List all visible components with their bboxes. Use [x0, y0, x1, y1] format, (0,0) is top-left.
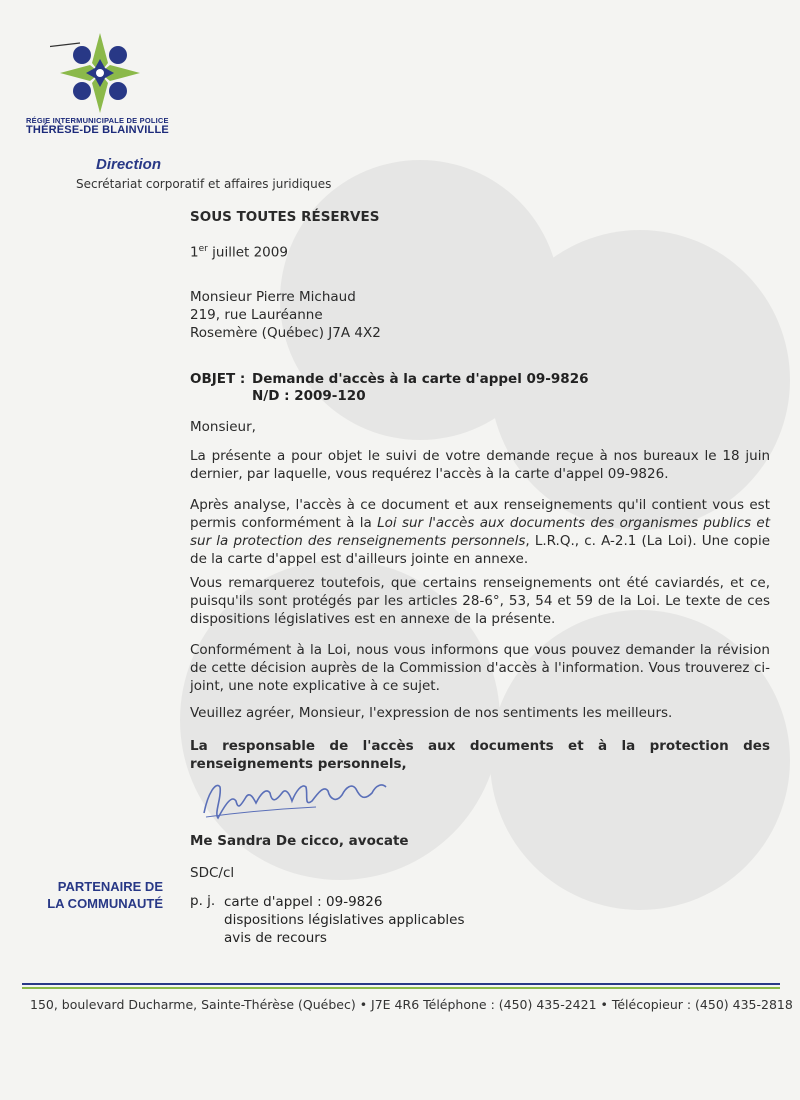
date-suffix: er — [198, 244, 208, 254]
salutation: Monsieur, — [190, 419, 256, 435]
date-rest: juillet 2009 — [207, 244, 288, 261]
objet-reference: N/D : 2009-120 — [252, 388, 366, 404]
letter-date — [190, 240, 770, 262]
footer-rule-green — [22, 987, 780, 989]
paragraph-3: Vous remarquerez toutefois, que certains renseignements ont été caviardés, et ce, puisqu'ils sont protégés par les articles 28-6°, 53, 54 et 59 de la Loi. Le texte de ces dispositions législatives est en annexe de la présente. — [190, 575, 770, 627]
partner-line2: LA COMMUNAUTÉ — [47, 896, 163, 911]
org-name-line2: THÉRÈSE-DE BLAINVILLE — [26, 124, 169, 136]
recipient-name: Monsieur Pierre Michaud — [190, 289, 356, 305]
mention-header: SOUS TOUTES RÉSERVES — [190, 209, 380, 225]
objet-line1: Demande d'accès à la carte d'appel 09-9826 — [252, 371, 589, 387]
footer-address: 150, boulevard Ducharme, Sainte-Thérèse (Québec) • J7E 4R6 Téléphone : (450) 435-2421 • Télécopieur : (450) 435-2818 — [30, 997, 793, 1012]
partner-line1: PARTENAIRE DE — [57, 879, 163, 894]
initials: SDC/cl — [190, 865, 235, 881]
paragraph-1: La présente a pour objet le suivi de votre demande reçue à nos bureaux le 18 juin dernier, par laquelle, vous requérez l'accès à la carte d'appel 09-9826. — [190, 448, 770, 482]
service-name: Secrétariat corporatif et affaires juridiques — [76, 177, 332, 191]
date-day: 1 — [190, 244, 199, 261]
attachments-label: p. j. — [190, 893, 216, 909]
attachments-list — [224, 893, 465, 947]
recipient-address — [190, 288, 770, 342]
recipient-city: Rosemère (Québec) J7A 4X2 — [190, 325, 381, 341]
handwritten-signature — [196, 773, 396, 828]
footer-rule-navy — [22, 983, 780, 985]
signatory-title: La responsable de l'accès aux documents et à la protection des renseignements personnels, — [190, 738, 770, 772]
recipient-street: 219, rue Lauréanne — [190, 307, 323, 323]
p2-intro: Après analyse, l'accès à ce document et aux renseignements qu'il contient vous est permis conformément à la — [190, 497, 770, 531]
paragraph-2 — [190, 496, 770, 568]
police-logo-icon — [50, 28, 150, 118]
paragraph-4: Conformément à la Loi, nous vous informons que vous pouvez demander la révision de cette décision auprès de la Commission d'accès à l'information. Vous trouverez ci-joint, une note explicative à ce sujet. — [190, 642, 770, 694]
p2-end: , L.R.Q., c. A-2.1 (La Loi). Une copie de la carte d'appel est d'ailleurs jointe en annexe. — [190, 533, 771, 567]
attachment-item: dispositions législatives applicables — [224, 912, 465, 928]
law-title: Loi sur l'accès aux documents des organismes publics et sur la protection des renseignements personnels — [190, 515, 770, 549]
objet-label: OBJET : — [190, 371, 246, 387]
signatory-name: Me Sandra De cicco, avocate — [190, 833, 409, 849]
attachment-item: avis de recours — [224, 930, 327, 946]
department-title: Direction — [96, 156, 162, 173]
partner-slogan — [28, 878, 163, 912]
objet-subject — [252, 371, 588, 405]
attachment-item: carte d'appel : 09-9826 — [224, 894, 383, 910]
closing-formula: Veuillez agréer, Monsieur, l'expression de nos sentiments les meilleurs. — [190, 705, 673, 721]
org-name-line1: RÉGIE INTERMUNICIPALE DE POLICE — [26, 116, 169, 125]
